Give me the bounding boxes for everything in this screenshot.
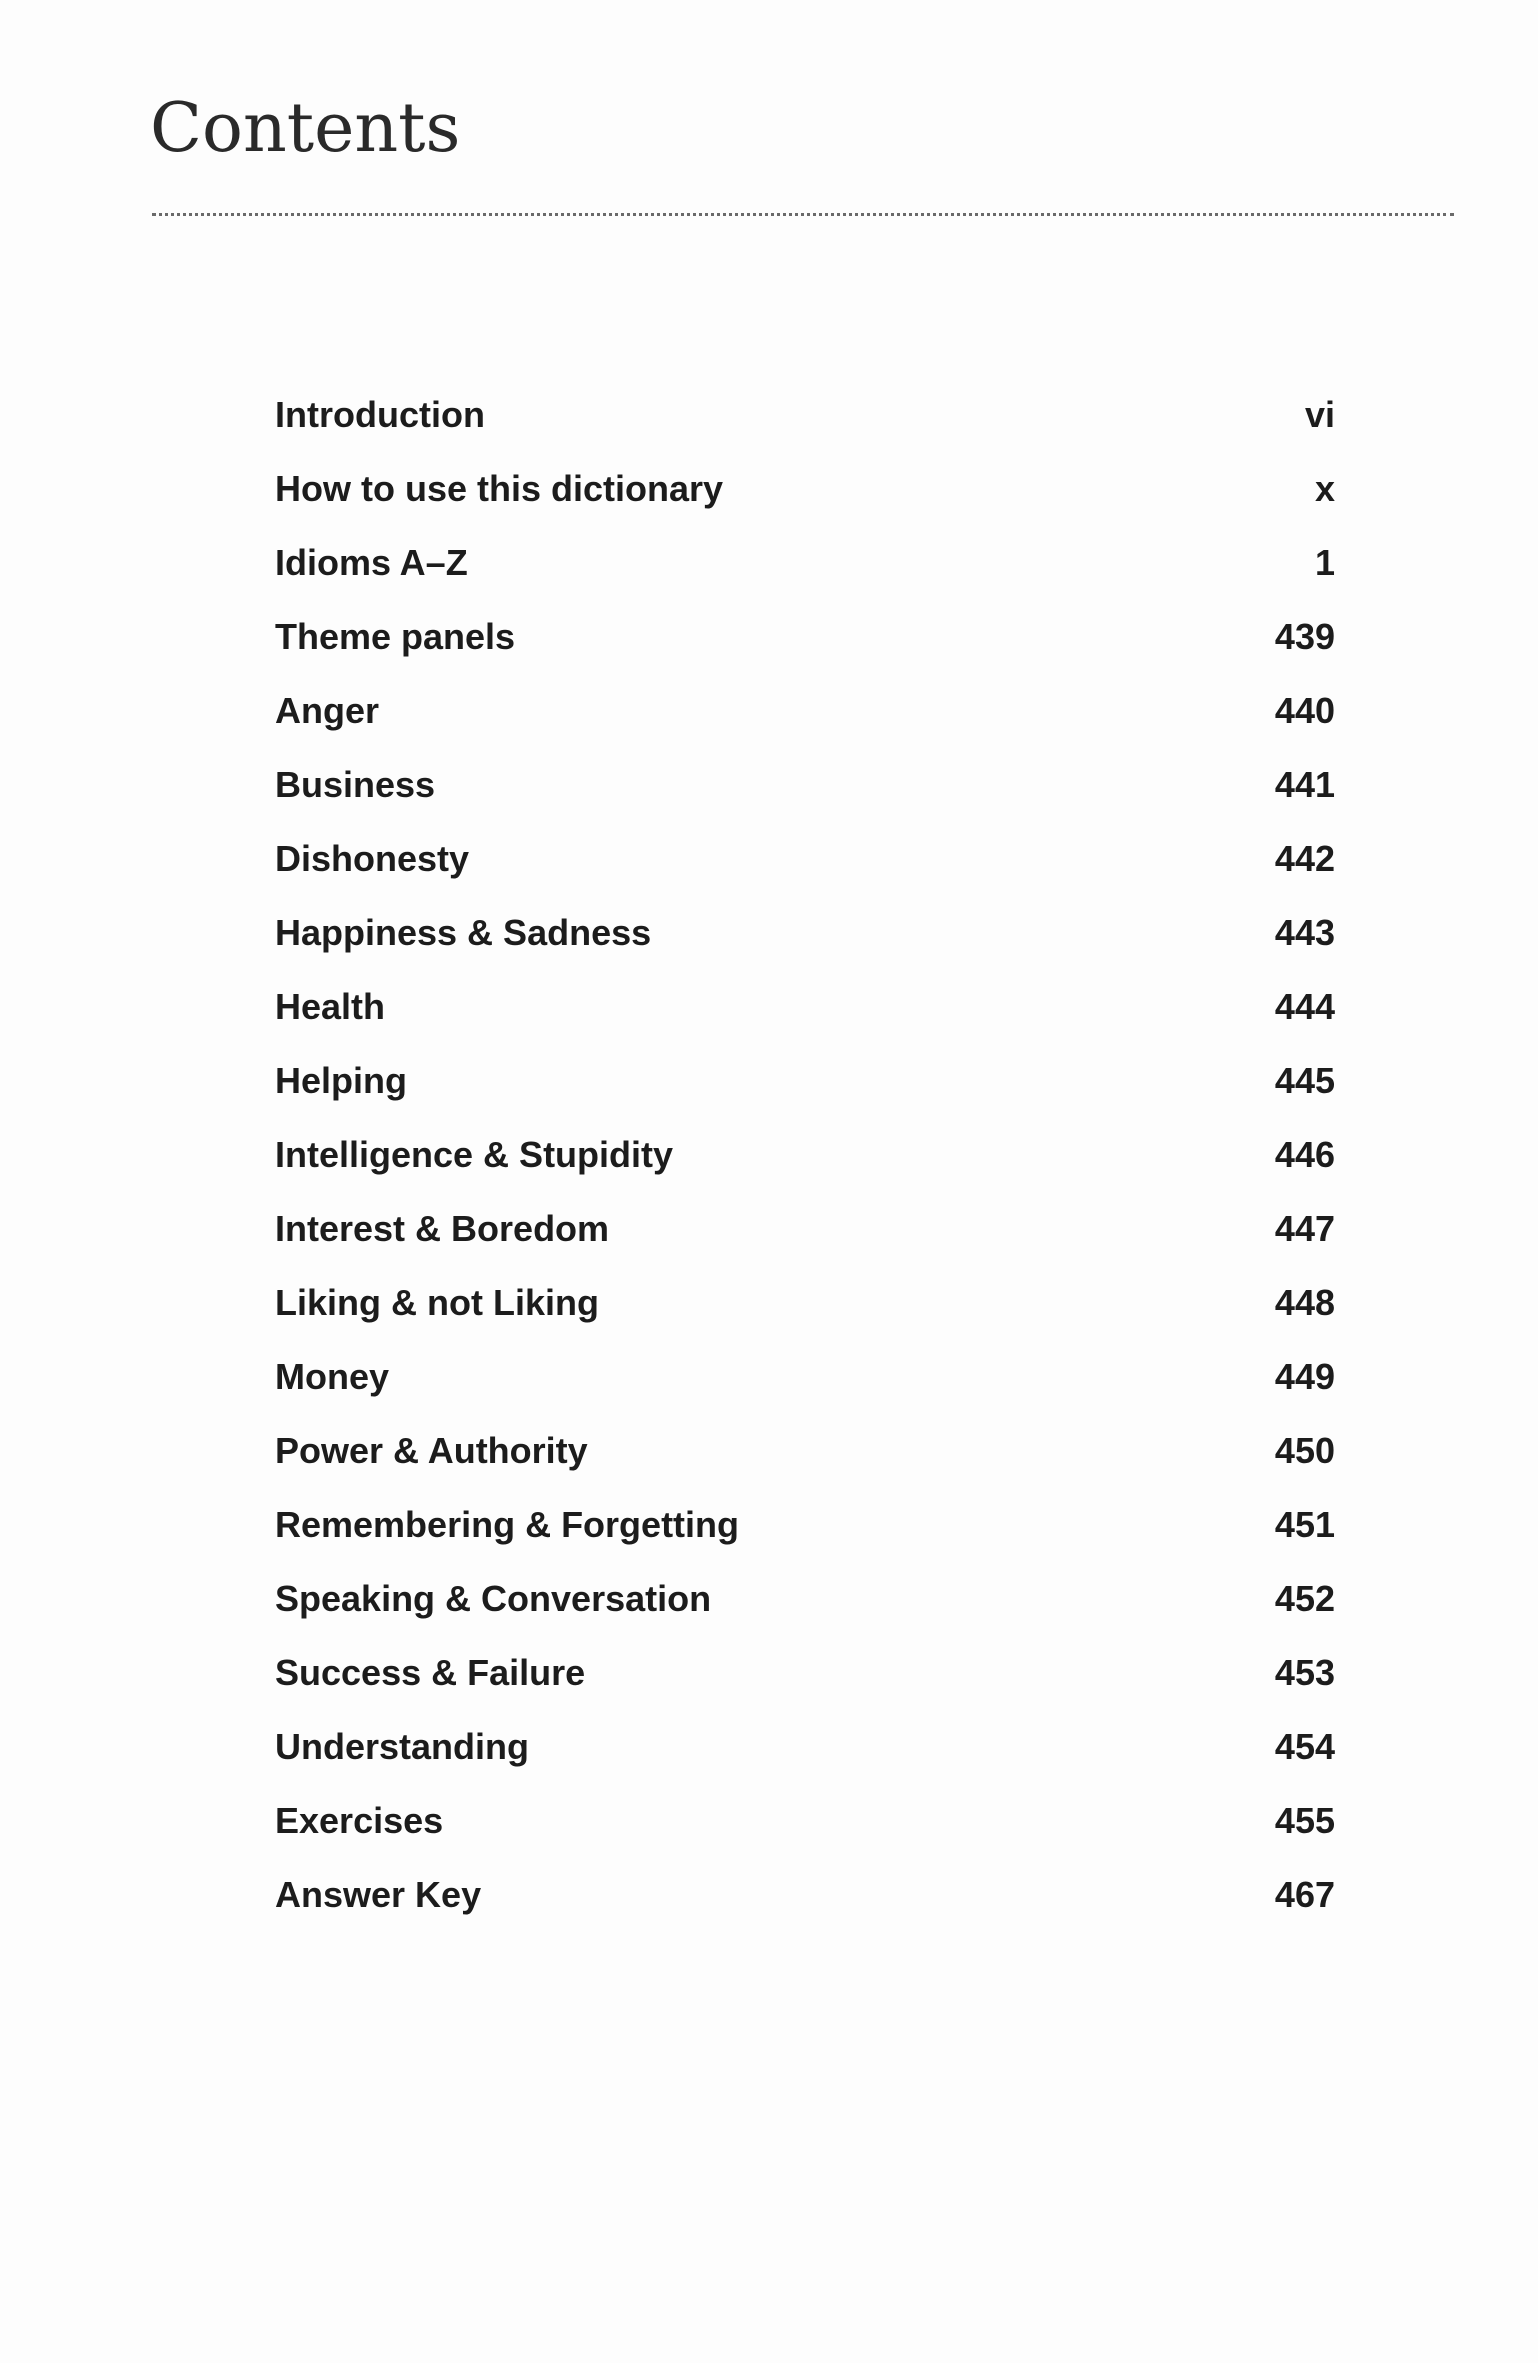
toc-entry-label: How to use this dictionary bbox=[275, 468, 724, 509]
toc-entry-page: 1 bbox=[1314, 542, 1335, 583]
toc-entry-dishonesty[interactable] bbox=[275, 822, 1335, 896]
toc-entry-page: 440 bbox=[1274, 690, 1335, 731]
toc-entry-page: 448 bbox=[1274, 1282, 1335, 1323]
toc-entry-exercises[interactable] bbox=[275, 1784, 1335, 1858]
toc-entry-label: Health bbox=[275, 986, 386, 1027]
toc-entry-interest-boredom[interactable] bbox=[275, 1192, 1335, 1266]
toc-entry-label: Remembering & Forgetting bbox=[275, 1504, 740, 1545]
toc-entry-health[interactable] bbox=[275, 970, 1335, 1044]
toc-entry-theme-panels[interactable] bbox=[275, 600, 1335, 674]
toc-entry-label: Liking & not Liking bbox=[275, 1282, 599, 1323]
toc-entry-page: 446 bbox=[1274, 1134, 1335, 1175]
toc-entry-page: 439 bbox=[1274, 616, 1335, 657]
toc-entry-page: 445 bbox=[1274, 1060, 1335, 1101]
toc-entry-speaking-conversation[interactable] bbox=[275, 1562, 1335, 1636]
toc-entry-page: 441 bbox=[1274, 764, 1335, 805]
toc-entry-liking-not-liking[interactable] bbox=[275, 1266, 1335, 1340]
toc-entry-label: Money bbox=[275, 1356, 390, 1397]
toc-entry-success-failure[interactable] bbox=[275, 1636, 1335, 1710]
toc-entry-label: Introduction bbox=[275, 394, 485, 435]
toc-entry-label: Interest & Boredom bbox=[275, 1208, 610, 1249]
toc-entry-intelligence-stupidity[interactable] bbox=[275, 1118, 1335, 1192]
toc-entry-helping[interactable] bbox=[275, 1044, 1335, 1118]
toc-entry-label: Theme panels bbox=[275, 616, 516, 657]
toc-entry-label: Speaking & Conversation bbox=[275, 1578, 712, 1619]
toc-entry-how-to-use[interactable] bbox=[275, 452, 1335, 526]
toc-entry-introduction[interactable] bbox=[275, 378, 1335, 452]
toc-entry-remembering-forgetting[interactable] bbox=[275, 1488, 1335, 1562]
toc-entry-label: Exercises bbox=[275, 1800, 444, 1841]
toc-entry-page: vi bbox=[1304, 394, 1335, 435]
toc-entry-label: Helping bbox=[275, 1060, 407, 1101]
toc-entry-label: Anger bbox=[275, 690, 380, 731]
toc-entry-page: 467 bbox=[1274, 1874, 1335, 1915]
toc-entry-page: 450 bbox=[1274, 1430, 1335, 1471]
toc-entry-answer-key[interactable] bbox=[275, 1858, 1335, 1932]
toc-entry-happiness-sadness[interactable] bbox=[275, 896, 1335, 970]
toc-entry-page: 443 bbox=[1274, 912, 1335, 953]
toc-entry-money[interactable] bbox=[275, 1340, 1335, 1414]
toc-entry-label: Idioms A–Z bbox=[275, 542, 468, 583]
toc-entry-idioms-a-z[interactable] bbox=[275, 526, 1335, 600]
toc-entry-page: 451 bbox=[1274, 1504, 1335, 1545]
toc-entry-page: 454 bbox=[1274, 1726, 1335, 1767]
toc-entry-label: Business bbox=[275, 764, 436, 805]
toc-entry-power-authority[interactable] bbox=[275, 1414, 1335, 1488]
toc-entry-page: 444 bbox=[1274, 986, 1335, 1027]
table-of-contents bbox=[275, 378, 1335, 1932]
toc-entry-page: 453 bbox=[1274, 1652, 1335, 1693]
page-title: Contents bbox=[150, 89, 461, 168]
toc-entry-page: x bbox=[1314, 468, 1335, 509]
dotted-divider bbox=[152, 213, 1454, 216]
toc-entry-page: 455 bbox=[1274, 1800, 1335, 1841]
toc-entry-page: 447 bbox=[1274, 1208, 1335, 1249]
toc-entry-anger[interactable] bbox=[275, 674, 1335, 748]
toc-entry-label: Dishonesty bbox=[275, 838, 470, 879]
toc-entry-label: Intelligence & Stupidity bbox=[275, 1134, 674, 1175]
toc-entry-label: Understanding bbox=[275, 1726, 530, 1767]
toc-entry-label: Answer Key bbox=[275, 1874, 482, 1915]
toc-entry-page: 452 bbox=[1274, 1578, 1335, 1619]
toc-entry-label: Success & Failure bbox=[275, 1652, 586, 1693]
toc-entry-label: Power & Authority bbox=[275, 1430, 588, 1471]
toc-entry-page: 449 bbox=[1274, 1356, 1335, 1397]
toc-entry-business[interactable] bbox=[275, 748, 1335, 822]
toc-entry-page: 442 bbox=[1274, 838, 1335, 879]
toc-entry-understanding[interactable] bbox=[275, 1710, 1335, 1784]
toc-entry-label: Happiness & Sadness bbox=[275, 912, 652, 953]
